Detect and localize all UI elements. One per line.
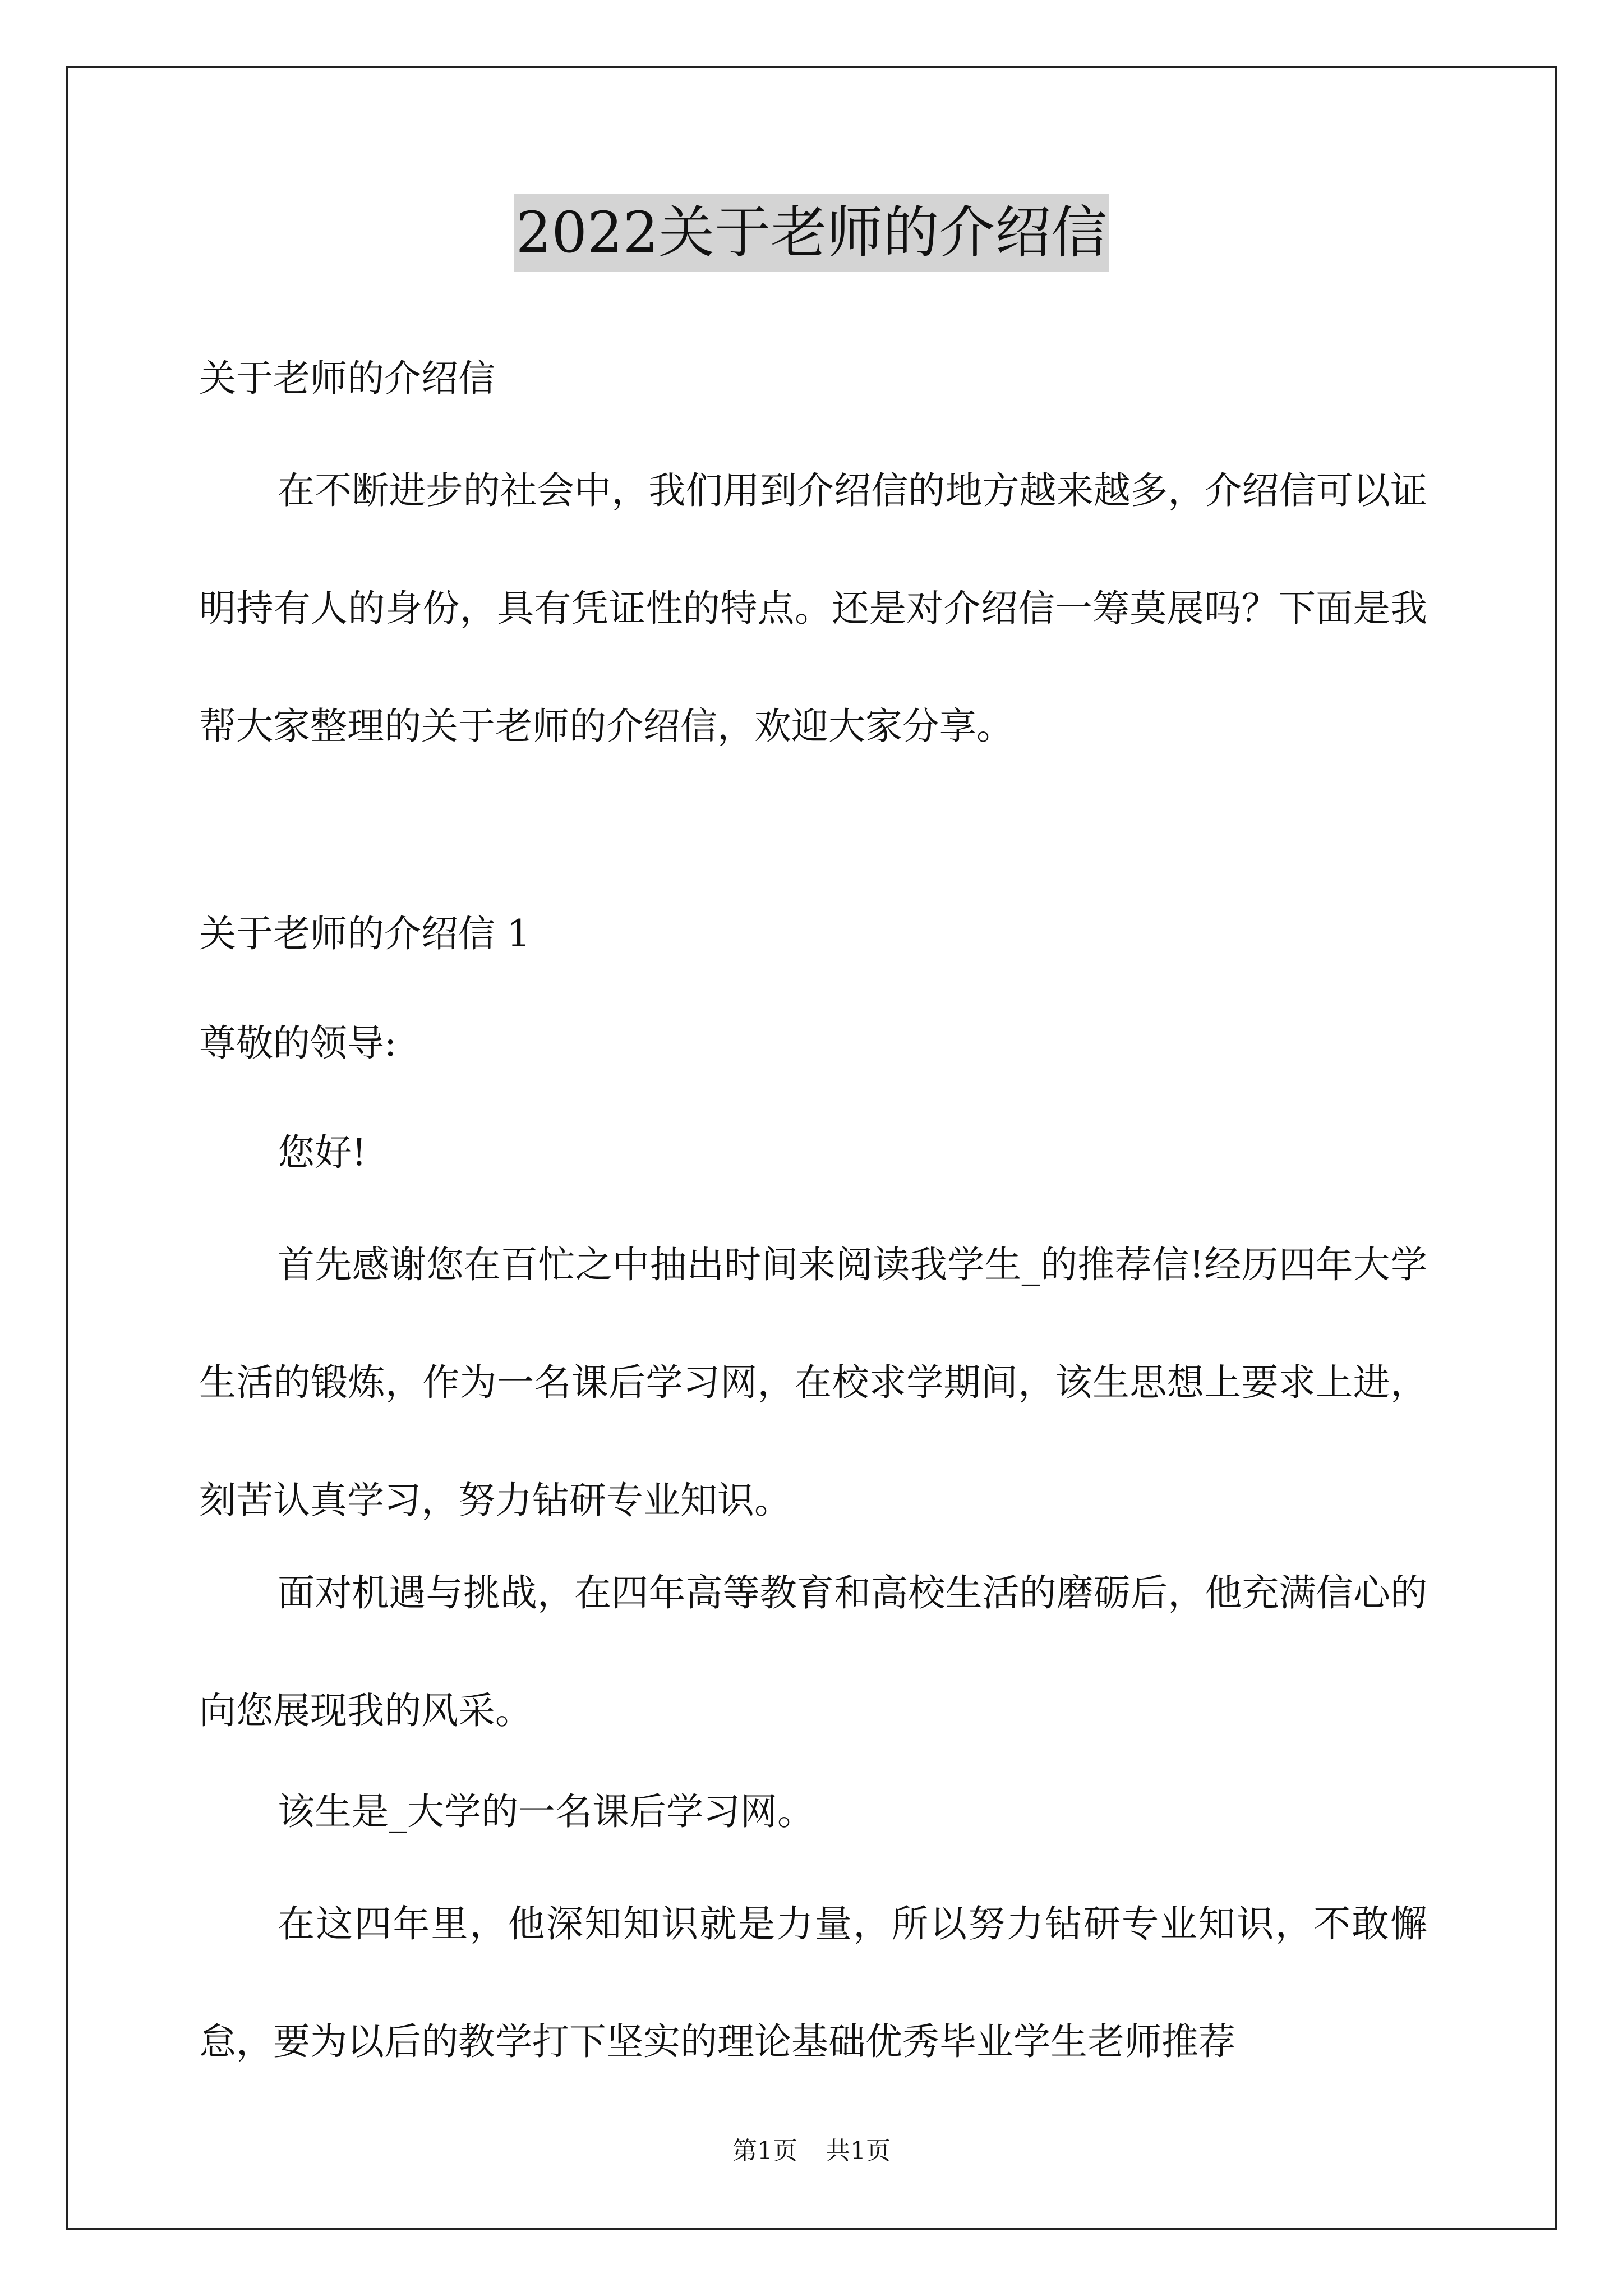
body-paragraph-4: 在这四年里，他深知知识就是力量，所以努力钻研专业知识，不敢懈怠，要为以后的教学打下坚实的理论基础优秀毕业学生老师推荐 [199, 1902, 1427, 2063]
body-paragraph-3: 该生是_大学的一名课后学习网。 [278, 1790, 814, 1833]
intro-paragraph: 在不断进步的社会中，我们用到介绍信的地方越来越多，介绍信可以证明持有人的身份，具有凭证性的特点。还是对介绍信一筹莫展吗？下面是我帮大家整理的关于老师的介绍信，欢迎大家分享。 [199, 469, 1427, 748]
document-title-container [0, 194, 1623, 272]
body-paragraph-1: 首先感谢您在百忙之中抽出时间来阅读我学生_的推荐信!经历四年大学生活的锻炼，作为一名课后学习网，在校求学期间，该生思想上要求上进，刻苦认真学习，努力钻研专业知识。 [199, 1243, 1427, 1522]
document-subtitle: 关于老师的介绍信 [199, 357, 495, 400]
page-number-total: 共1页 [826, 2137, 891, 2165]
page-number-current: 第1页 [732, 2137, 797, 2165]
greeting: 您好! [278, 1131, 367, 1174]
document-title: 2022关于老师的介绍信 [514, 194, 1110, 272]
section-heading: 关于老师的介绍信 1 [199, 912, 531, 955]
body-paragraph-2: 面对机遇与挑战，在四年高等教育和高校生活的磨砺后，他充满信心的向您展现我的风采。 [199, 1571, 1427, 1732]
salutation: 尊敬的领导: [199, 1022, 397, 1065]
page-footer [0, 2134, 1623, 2168]
